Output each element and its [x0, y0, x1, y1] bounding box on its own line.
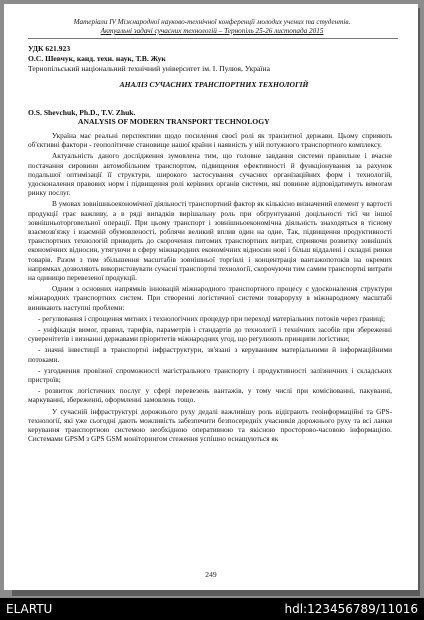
- conference-header-line-1: Матеріали IV Міжнародної науково-технічної конференції молодих учених та студентів.: [73, 18, 351, 26]
- page-number: 249: [205, 570, 217, 579]
- conference-header-line-2: Актуальні задачі сучасних технологій – Тернопіль 25-26 листопада 2015: [100, 27, 324, 35]
- list-item: - уніфікація вимог, правил, тарифів, параметрів і стандартів до технології і технічних засобів при збереженні суверенітетів і визнанні державами пріоритетів міжнародних угод, що регулюють принципи логістики;: [28, 325, 392, 344]
- header-divider: [28, 38, 398, 39]
- article-body: [28, 131, 392, 446]
- authors-ukrainian: О.С. Шевчук, канд. техн. наук, Т.В. Жук: [28, 54, 166, 63]
- paragraph: В умовах зовнішньоекономічної діяльності транспортний фактор як кількісно визначений елемент у вартості продукції грає важливу, а в ряді випадків вирішальну роль при обґрунтуванні доцільності тієї чи іншої зовнішньоторговельної операції. При цьому транспорт і зовнішньоекономічна діяльність знаходяться в тісному взаємозв'язку і взаємній обумовленості, роблячи великий вплив один на одне. Так, підвищення продуктивності транспортних технологій приводить до скорочення питомих транспортних витрат, сприяючи розвитку зовнішніх економічних відносин, утягуючи в сферу міжнародних економічних відносин нові і більш віддалені і складні ринки товарів. Разом з тим збільшення масштабів зовнішньої торгівлі і концентрація вантажопотоків на окремих напрямках дозволяють використовувати сучасні транспортні технології, скорочуючи тим самим транспортні витрати на одиницю перевезеної продукції.: [28, 199, 392, 283]
- list-item: - регулювання і спрощення митних і технологічних процедур при переході матеріальних потоків через границі;: [38, 313, 386, 323]
- paragraph: Україна має реальні перспективи щодо посилення своєї ролі як транзитної держави. Цьому сприяють об'єктивні фактори - геополітичне становище нашої країни і наявність у ній потужного транспортного комплексу.: [28, 131, 392, 150]
- paragraph: У сучасній інфраструктурі дорожнього руху дедалі важливішу роль відіграють геоінформаційні та GPS-технології, які уже сьогодні дають можливість забезпечити безпосередніх учасників дорожнього руху та всі ланки керування транспортною системою необхідною оперативною та якісною просторово-часовою інформацією. Системами GPSM з GPS GSM моніторингом стеження успішно оснащуються як: [28, 406, 392, 444]
- article-title-ukrainian: АНАЛІЗ СУЧАСНИХ ТРАНСПОРТНИХ ТЕХНОЛОГІЙ: [119, 80, 309, 89]
- list-item: - значні інвестиції в транспортні інфраструктури, зв'язані з керуванням матеріальними й інформаційними потоками.: [28, 345, 392, 364]
- paragraph: Актуальність даного дослідження зумовлена тим, що головне завдання системи правильне і вчасне постачання сировини автомобільним транспортом, підвищення ефективності й функціонування за рахунок подальшої оптимізації її структури, широкого застосування сучасних організаційних форм і технологій, удосконалення правових норм і підвищення ролі керівних органів системи, які повинне відповідатимуть вимогам ринку послуг.: [28, 151, 392, 198]
- list-item: - розвиток логістичних послуг у сфері перевезень вантажів, у тому числі при комісіюванні, пакуванні, маркуванні, збереженні, оформленні замовлень тощо.: [28, 386, 392, 405]
- udc-code: УДК 621.923: [28, 44, 71, 53]
- list-item: - узгодження провізної спроможності магістрального транспорту і продуктивності залізничних і складських пристроїв;: [28, 365, 392, 385]
- repository-name: ELARTU: [6, 602, 53, 616]
- article-title-english: ANALYSIS OF MODERN TRANSPORT TECHNOLOGY: [78, 117, 270, 126]
- page-shadow-bottom: [12, 590, 420, 596]
- repository-footer-bar: [0, 598, 424, 620]
- document-page: [4, 4, 418, 590]
- university-affiliation: Тернопільський національний технічний університет ім. І. Пулюя, Україна: [28, 64, 270, 73]
- handle-identifier: hdl:123456789/11016: [284, 602, 418, 616]
- paragraph: Одним з основних напрямків інновацій міжнародного транспортного процесу є удосконалення структури міжнародних транспортних систем. При створенні логістичної системи товароруху в міжнародному масштабі виникають наступні проблеми:: [28, 284, 392, 312]
- authors-english: O.S. Shevchuk, Ph.D., T.V. Zhuk.: [28, 108, 136, 117]
